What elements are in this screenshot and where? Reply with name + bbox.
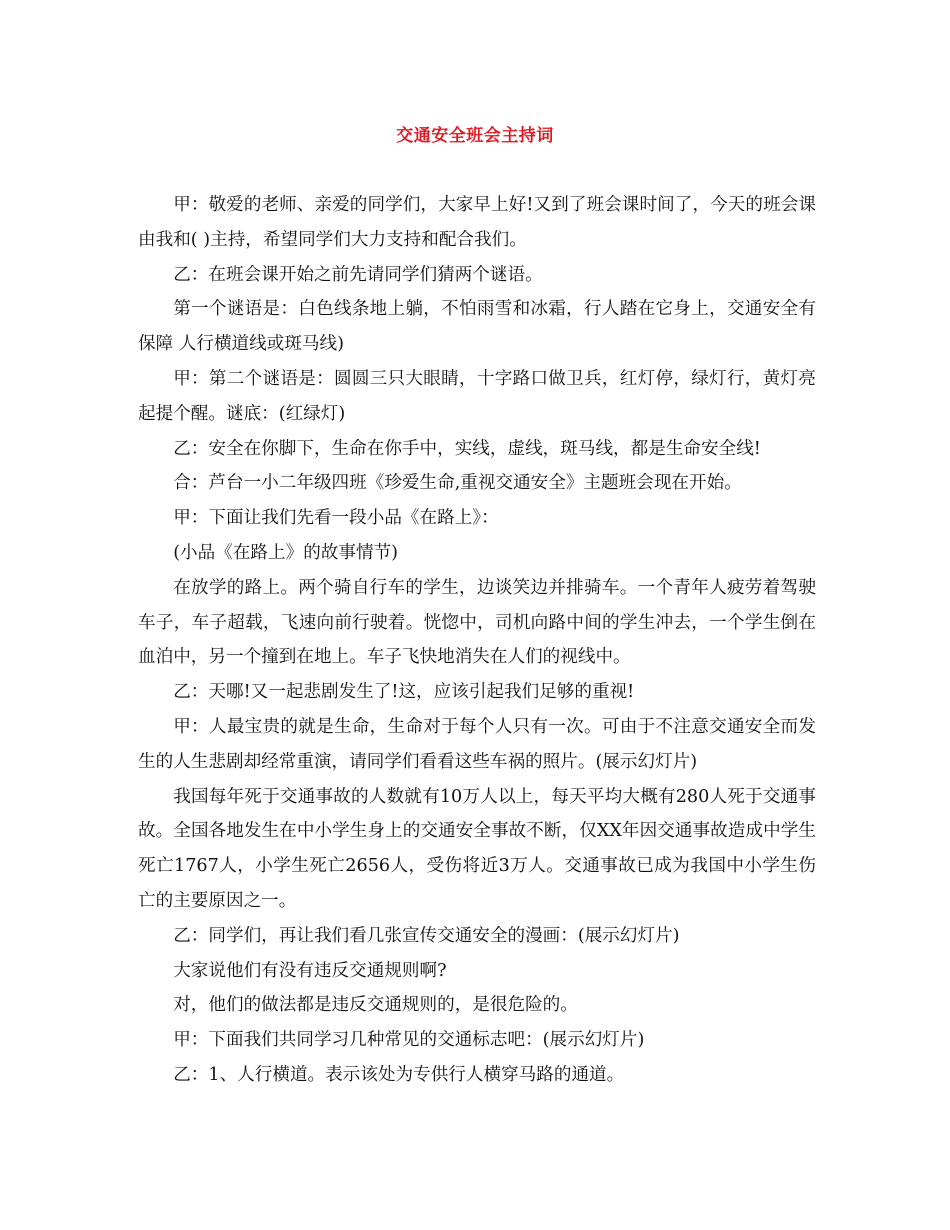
paragraph: 乙：天哪!又一起悲剧发生了!这，应该引起我们足够的重视! (173, 682, 635, 703)
document-title: 交通安全班会主持词 (396, 126, 554, 146)
paragraph: 在放学的路上。两个骑自行车的学生，边谈笑边并排骑车。一个青年人疲劳着驾驶车子，车子超载，飞速向前行驶着。恍惚中，司机向路中间的学生冲去，一个学生倒在血泊中，另一个撞到在地上。车子飞快地消失在人们的视线中。 (138, 577, 816, 668)
paragraph: 合：芦台一小二年级四班《珍爱生命,重视交通安全》主题班会现在开始。 (173, 473, 742, 494)
paragraph: 甲：第二个谜语是：圆圆三只大眼睛，十字路口做卫兵，红灯停，绿灯行，黄灯亮起提个醒。谜底：(红绿灯) (138, 368, 816, 424)
paragraph: 乙：安全在你脚下，生命在你手中，实线，虚线，斑马线，都是生命安全线! (173, 438, 761, 459)
paragraph: (小品《在路上》的故事情节) (173, 542, 399, 563)
paragraph: 我国每年死于交通事故的人数就有10万人以上，每天平均大概有280人死于交通事故。全国各地发生在中小学生身上的交通安全事故不断，仅XX年因交通事故造成中学生死亡1767人，小学生死亡2656人，受伤将近3万人。交通事故已成为我国中小学生伤亡的主要原因之一。 (138, 786, 816, 911)
paragraph: 第一个谜语是：白色线条地上躺，不怕雨雪和冰霜，行人踏在它身上，交通安全有保障 人行横道线或斑马线) (138, 299, 816, 355)
document-body (138, 188, 816, 1093)
paragraph: 乙：1、人行横道。表示该处为专供行人横穿马路的通道。 (173, 1064, 625, 1085)
paragraph: 甲：人最宝贵的就是生命，生命对于每个人只有一次。可由于不注意交通安全而发生的人生悲剧却经常重演，请同学们看看这些车祸的照片。(展示幻灯片) (138, 716, 816, 772)
paragraph: 甲：下面我们共同学习几种常见的交通标志吧：(展示幻灯片) (173, 1030, 645, 1051)
paragraph: 大家说他们有没有违反交通规则啊? (173, 960, 447, 981)
paragraph: 乙：同学们，再让我们看几张宣传交通安全的漫画：(展示幻灯片) (173, 925, 680, 946)
paragraph: 乙：在班会课开始之前先请同学们猜两个谜语。 (173, 264, 543, 285)
paragraph: 甲：下面让我们先看一段小品《在路上》： (173, 508, 499, 529)
paragraph: 对，他们的做法都是违反交通规则的，是很危险的。 (173, 995, 578, 1016)
paragraph: 甲：敬爱的老师、亲爱的同学们，大家早上好!又到了班会课时间了，今天的班会课由我和( )主持，希望同学们大力支持和配合我们。 (138, 195, 816, 250)
